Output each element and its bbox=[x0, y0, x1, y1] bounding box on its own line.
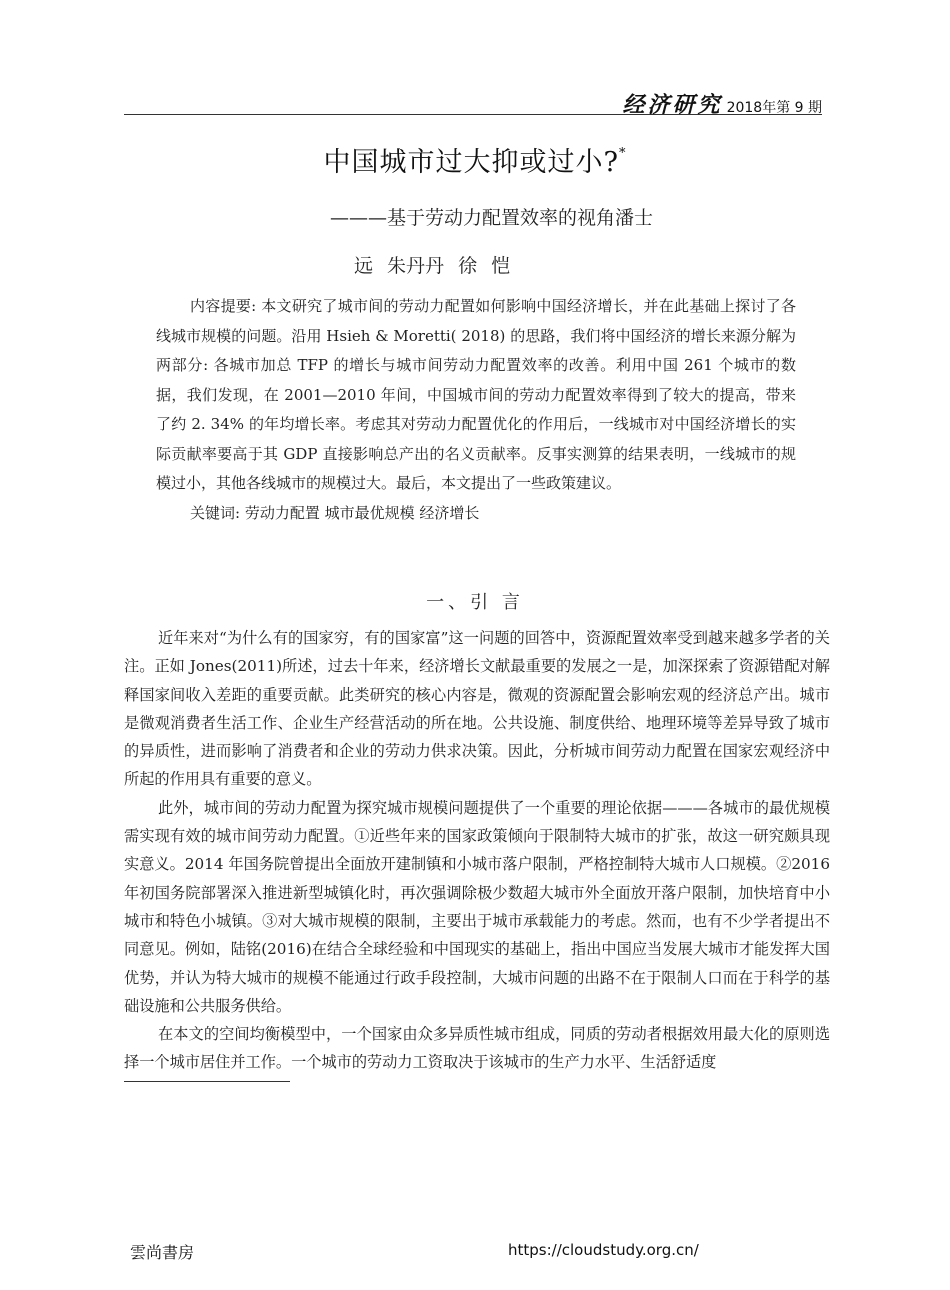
keywords-text: 劳动力配置 城市最优规模 经济增长 bbox=[240, 503, 480, 522]
journal-name: 经济研究 bbox=[622, 92, 723, 118]
footnote-divider bbox=[124, 1081, 290, 1082]
body-paragraph: 近年来对“为什么有的国家穷，有的国家富”这一问题的回答中，资源配置效率受到越来越多学者的关注。正如 Jones(2011)所述，过去十年来，经济增长文献最重要的发展之一是，加深探索了资源错配对解释国家间收入差距的重要贡献。此类研究的核心内容是，微观的资源配置会影响宏观的经济总产出。城市是微观消费者生活工作、企业生产经营活动的所在地。公共设施、制度供给、地理环境等差异导致了城市的异质性，进而影响了消费者和企业的劳动力供求决策。因此，分析城市间劳动力配置在国家宏观经济中所起的作用具有重要的意义。 bbox=[124, 629, 830, 789]
abstract-block bbox=[156, 292, 796, 528]
body-paragraph: 在本文的空间均衡模型中，一个国家由众多异质性城市组成，同质的劳动者根据效用最大化的原则选择一个城市居住并工作。一个城市的劳动力工资取决于该城市的生产力水平、生活舒适度 bbox=[124, 1025, 830, 1072]
abstract-text: 本文研究了城市间的劳动力配置如何影响中国经济增长，并在此基础上探讨了各线城市规模的问题。沿用 Hsieh & Moretti( 2018) 的思路，我们将中国经济的增长来源分解为两部分: 各城市加总 TFP 的增长与城市间劳动力配置效率的改善。利用中国 261 个城市的数据，我们发现，在 2001—2010 年间，中国城市间的劳动力配置效率得到了较大的提高，带来了约 2. 34% 的年均增长率。考虑其对劳动力配置优化的作用后，一线城市对中国经济增长的实际贡献率要高于其 GDP 直接影响总产出的名义贡献率。反事实测算的结果表明，一线城市的规模过小，其他各线城市的规模过大。最后，本文提出了一些政策建议。 bbox=[156, 297, 796, 492]
running-header bbox=[124, 86, 822, 118]
abstract-paragraph bbox=[156, 292, 796, 499]
journal-masthead bbox=[623, 88, 822, 119]
article-title-text: 中国城市过大抑或过小? bbox=[323, 147, 619, 178]
body-text bbox=[124, 624, 830, 1077]
journal-issue: 2018年第 9 期 bbox=[726, 100, 822, 116]
footer-brand: 雲尚書房 bbox=[130, 1243, 195, 1262]
title-footnote-mark: * bbox=[618, 146, 627, 161]
body-paragraph: 此外，城市间的劳动力配置为探究城市规模问题提供了一个重要的理论依据———各城市的最优规模需实现有效的城市间劳动力配置。①近些年来的国家政策倾向于限制特大城市的扩张，故这一研究颇具现实意义。2014 年国务院曾提出全面放开建制镇和小城市落户限制，严格控制特大城市人口规模。②2016 年初国务院部署深入推进新型城镇化时，再次强调除极少数超大城市外全面放开落户限制，加快培育中小城市和特色小城镇。③对大城市规模的限制，主要出于城市承载能力的考虑。然而，也有不少学者提出不同意见。例如，陆铭(2016)在结合全球经验和中国现实的基础上，指出中国应当发展大城市才能发挥大国优势，并认为特大城市的规模不能通过行政手段控制，大城市问题的出路不在于限制人口而在于科学的基础设施和公共服务供给。 bbox=[124, 798, 830, 1015]
keywords-label: 关键词: bbox=[190, 503, 241, 522]
keywords-paragraph bbox=[156, 499, 796, 529]
article-subtitle: ———基于劳动力配置效率的视角潘士 bbox=[330, 207, 654, 229]
article-authors: 远 朱丹丹 徐 恺 bbox=[354, 255, 511, 277]
section-heading: 一、引 言 bbox=[426, 592, 524, 613]
footer-url-link[interactable]: https://cloudstudy.org.cn/ bbox=[508, 1241, 699, 1259]
article-title bbox=[0, 140, 950, 179]
abstract-label: 内容提要: bbox=[190, 297, 257, 315]
